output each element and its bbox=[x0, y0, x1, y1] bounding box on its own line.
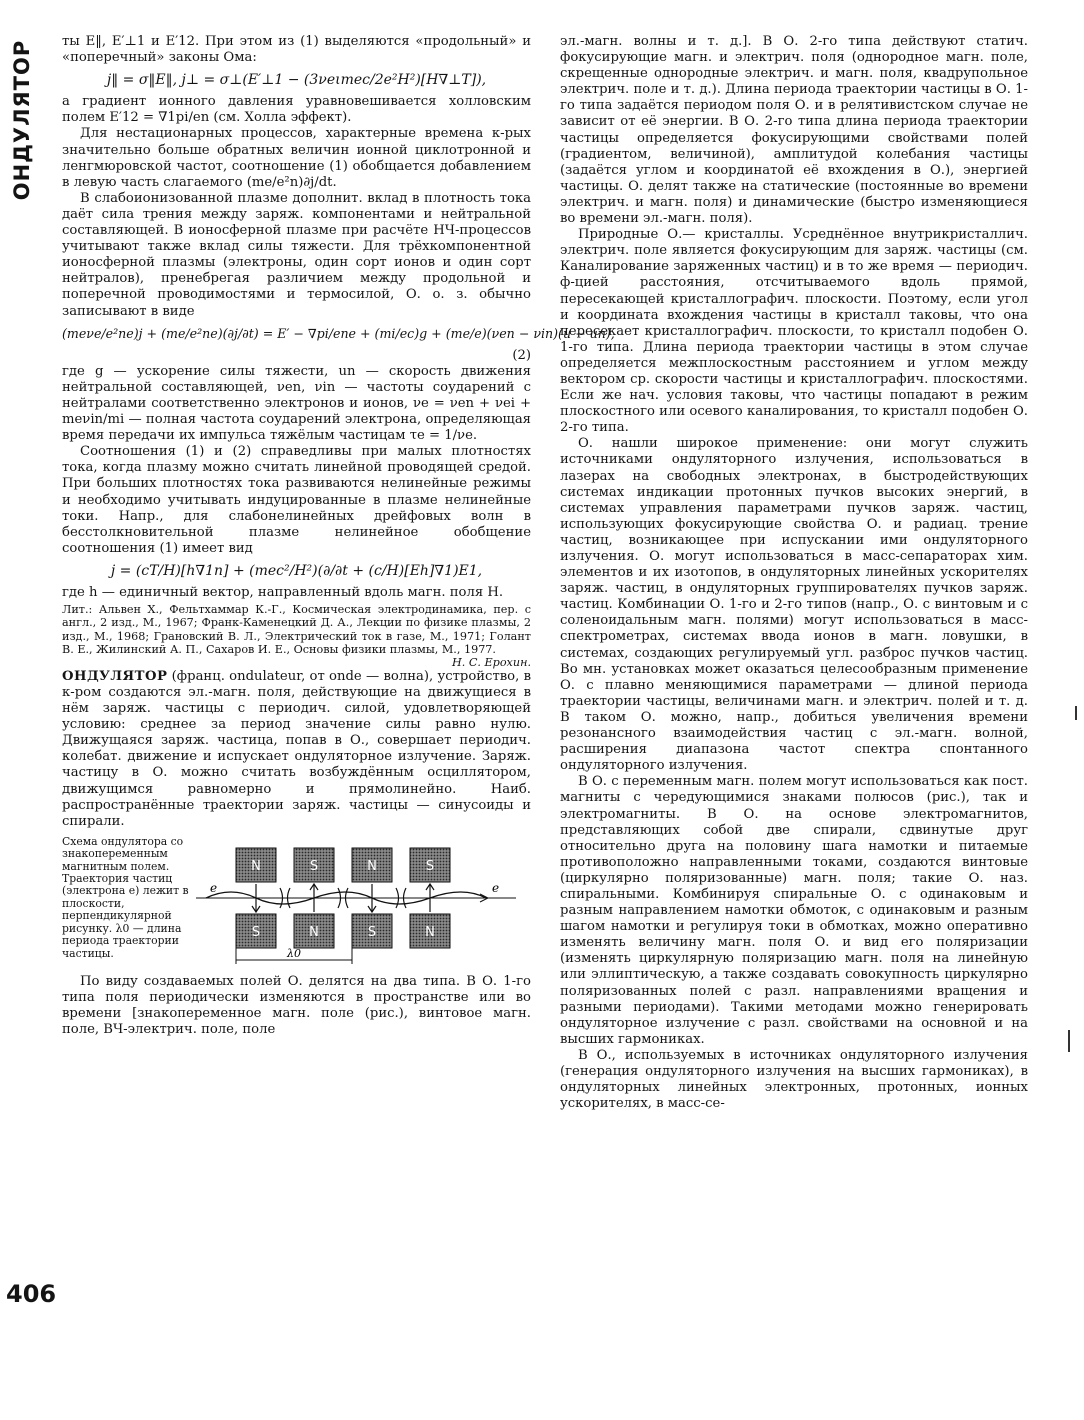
left-column bbox=[62, 34, 615, 1334]
equation-2: (meνe/e²ne)j + (me/e²ne)(∂j/∂t) = E′ − ∇pi/ene + (mi/ec)g + (me/e)(νen − νin)(u − un), bbox=[62, 325, 615, 341]
paragraph: Для нестационарных процессов, характерные времена к-рых значительно больше обратных величин ионной циклотронной и ленгмюровской частот, соотношение (1) обобщается добавлением в левую часть слагаемого (me/e²n)∂j/dt. bbox=[62, 126, 531, 190]
paragraph: Природные О.— кристаллы. Усреднённое внутрикристаллич. электрич. поле является фокусирующим для заряж. частицы (см. Каналирование заряженных частиц) и в то же время — периодич. ф-цией расстояния, отсчитываемого вдоль прямой, пересекающей кристаллографич. плоскости. Поэтому, если угол и координата вхождения частицы в кристалл таковы, что она пересекает кристаллографич. плоскости, то кристалл подобен О. 1-го типа. Длина периода траектории частицы в этом случае определяется межплоскостным расстоянием и углом между вектором ср. скорости частицы и кристаллографич. плоскостями. Если же нач. условия таковы, что частицы попадают в режим плоскостного или осевого каналирования, то кристалл подобен О. 2-го типа. bbox=[560, 227, 1028, 436]
electron-label: e bbox=[210, 880, 218, 895]
scan-artifact bbox=[1068, 1030, 1070, 1052]
magnet-label: S bbox=[309, 858, 319, 874]
equation-number: (2) bbox=[512, 347, 531, 363]
bottom-magnets bbox=[236, 914, 450, 948]
magnet-label: S bbox=[425, 858, 435, 874]
paragraph: В слабоионизованной плазме дополнит. вклад в плотность тока даёт сила трения между заряж. компонентами и нейтральной составляющей. В ионосферной плазме при расчёте НЧ-процессов учитывают также вклад силы тяжести. Для трёхкомпонентной ионосферной плазмы (электроны, один сорт ионов и один сорт нейтралов), пренебрегая различием между продольной и поперечной проводимостями и термосилой, О. о. з. обычно записывают в виде bbox=[62, 190, 531, 319]
top-magnets bbox=[236, 848, 450, 882]
paragraph: Соотношения (1) и (2) справедливы при малых плотностях тока, когда плазму можно считать линейной проводящей средой. При больших плотностях тока развиваются нелинейные режимы и необходимо учитывать индуцированные в плазме нелинейные токи. Напр., для слабонелинейных дрейфовых волн в бесстолкновительной плазме нелинейное обобщение соотношения (1) имеет вид bbox=[62, 444, 531, 556]
equation-ohm-laws: j‖ = σ‖E‖, j⊥ = σ⊥(E′⊥1 − (3νeιmec/2e²H²)[H∇⊥T]), bbox=[106, 72, 487, 89]
entry-headword: ОНДУЛЯТОР bbox=[62, 668, 168, 684]
paragraph: где h — единичный вектор, направленный вдоль магн. поля H. bbox=[62, 585, 504, 600]
magnet-label: N bbox=[425, 924, 435, 940]
literature-references: Лит.: Альвен Х., Фельтхаммар К.-Г., Космическая электродинамика, пер. с англ., 2 изд., М., 1967; Франк-Каменецкий Д. А., Лекции по физике плазмы, 2 изд., М., 1968; Грановский В. Л., Электрический ток в газе, М., 1971; Голант В. Е., Жилинский А. П., Сахаров И. Е., Основы физики плазмы, М., 1977. bbox=[62, 603, 531, 656]
electron-trajectory bbox=[196, 881, 516, 904]
paragraph: По виду создаваемых полей О. делятся на два типа. В О. 1-го типа поля периодически изменяются в пространстве или во времени [знакопеременное магн. поле (рис.), винтовое магн. поле, ВЧ-электрич. поле, поле bbox=[62, 973, 531, 1038]
right-column bbox=[560, 34, 1028, 1319]
scan-artifact bbox=[1075, 706, 1077, 720]
electron-label: e bbox=[492, 880, 500, 895]
paragraph: а градиент ионного давления уравновешивается холловским полем E′12 = ∇1pi/en (см. Холла эффект). bbox=[62, 94, 531, 126]
magnet-label: N bbox=[251, 858, 261, 874]
running-head: ОНДУЛЯТОР bbox=[10, 39, 34, 201]
undulator-figure bbox=[62, 836, 531, 966]
entry-text: (франц. ondulateur, от onde — волна), устройство, в к-ром создаются эл.-магн. поля, действующие на движущиеся в нём заряж. частицы с периодич. силой, удовлетворяющей условию: среднее за период значение силы равно нулю. Движущаяся заряж. частица, попав в О., совершает периодич. колебат. движение и испускает ондуляторное излучение. Заряж. частицу в О. можно считать возбуждённым осциллятором, движущимся равномерно и прямолинейно. Наиб. распространённые траектории заряж. частицы — синусоиды и спирали. bbox=[62, 668, 531, 829]
paragraph: эл.-магн. волны и т. д.]. В О. 2-го типа действуют статич. фокусирующие магн. и электрич. поля (однородное магн. поле, скрещенные однородные электрич. и магн. поля, квадрупольное электрич. поле и т. д.). Длина периода траектории частицы в О. 1-го типа задаётся периодом поля О. и в релятивистском случае не зависит от её энергии. В О. 2-го типа длина периода траектории частицы определяется фокусирующими свойствами полей (градиентом, величиной), амплитудой колебания частицы (задаётся углом и координатой её вхождения в О.), энергией частицы. О. делят также на статические (постоянные во времени электрич. и магн. поля) и динамические (быстро изменяющиеся во времени эл.-магн. поля). bbox=[560, 34, 1028, 227]
paragraph: где g — ускорение силы тяжести, un — скорость движения нейтральной составляющей, νen, νin — частоты соударений с нейтралами соответственно электронов и ионов, νe = νen + νei + meνin/mi — полная частота соударений электрона, определяющая время передачи их импульса тяжёлым частицам τe = 1/νe. bbox=[62, 363, 531, 444]
figure-caption: Схема ондулятора со знакопеременным магнитным полем. Траектория частиц (электрона e) лежит в плоскости, перпендикулярной рисунку. λ0 — длина периода траектории частицы. bbox=[62, 834, 189, 960]
period-marker bbox=[236, 947, 352, 964]
period-label: λ0 bbox=[287, 946, 301, 960]
magnet-label: N bbox=[367, 858, 377, 874]
article-author: Н. С. Ерохин. bbox=[451, 655, 531, 669]
paragraph: О. нашли широкое применение: они могут служить источниками ондуляторного излучения, использоваться в лазерах на свободных электронах, в быстродействующих системах индикации протонных пучков высоких энергий, в системах управления параметрами пучков заряж. частиц, использующих фокусирующие свойства О. и радиац. трение частиц, возникающее при испускании ими ондуляторного излучения. О. могут использоваться в масс-сепараторах хим. элементов и их изотопов, в ондуляторных линейных ускорителях заряж. частиц, в ондуляторных группирователях пучков заряж. частиц. Комбинации О. 1-го и 2-го типов (напр., О. с винтовым и с соленоидальным магн. полями) могут использоваться в масс-спектрометрах, системах ввода ионов в магн. ловушки, в системах, создающих регулируемый угл. разброс пучков частиц. Во мн. установках может оказаться целесообразным применение О. с плавно меняющимися параметрами — длиной периода траектории частицы, величинами магн. и электрич. полей и т. д. В таком О. можно, напр., добиться увеличения времени резонансного взаимодействия частиц с эл.-магн. волной, расширения диапазона частот спектра спонтанного ондуляторного излучения. bbox=[560, 436, 1028, 774]
paragraph: В О., используемых в источниках ондуляторного излучения (генерация ондуляторного излучения на высших гармониках), в ондуляторных линейных электронных, протонных, ионных ускорителях, в масс-се- bbox=[560, 1047, 1028, 1112]
paragraph: ты E‖, E′⊥1 и E′12. При этом из (1) выделяются «продольный» и «поперечный» законы Ома: bbox=[62, 34, 531, 66]
magnet-label: S bbox=[367, 924, 377, 940]
entry-paragraph bbox=[62, 669, 531, 830]
undulator-diagram bbox=[196, 836, 516, 966]
paragraph: В О. с переменным магн. полем могут использоваться как пост. магниты с чередующимися знаками полюсов (рис.), так и электромагниты. В О. на основе электромагнитов, представляющих собой две спирали, сдвинутые друг относительно друга на половину шага намотки и питаемые противоположно направленными токами, создаются винтовые (циркулярно поляризованные) магн. поля; такие О. наз. спиральными. Комбинируя спиральные О. с одинаковым и разным направлением намотки обмоток, с одинаковым и разным шагом намотки и регулируя токи в обмотках, можно оперативно изменять величину магн. поля О. и вид его поляризации (изменять циркулярную поляризацию магн. поля на линейную или эллиптическую, а также создавать совокупность циркулярно поляризованных полей с разл. направлениями вращения и разными периодами). Такими методами можно генерировать ондуляторное излучение с разл. свойствами на основной и на высших гармониках. bbox=[560, 774, 1028, 1047]
page-number: 406 bbox=[6, 1280, 57, 1308]
equation-nonlinear: j = (cT/H)[h∇1n] + (mec²/H²)(∂/∂t + (c/H)[Eh]∇1)E1, bbox=[110, 562, 483, 579]
magnet-label: N bbox=[309, 924, 319, 940]
magnet-label: S bbox=[251, 924, 261, 940]
